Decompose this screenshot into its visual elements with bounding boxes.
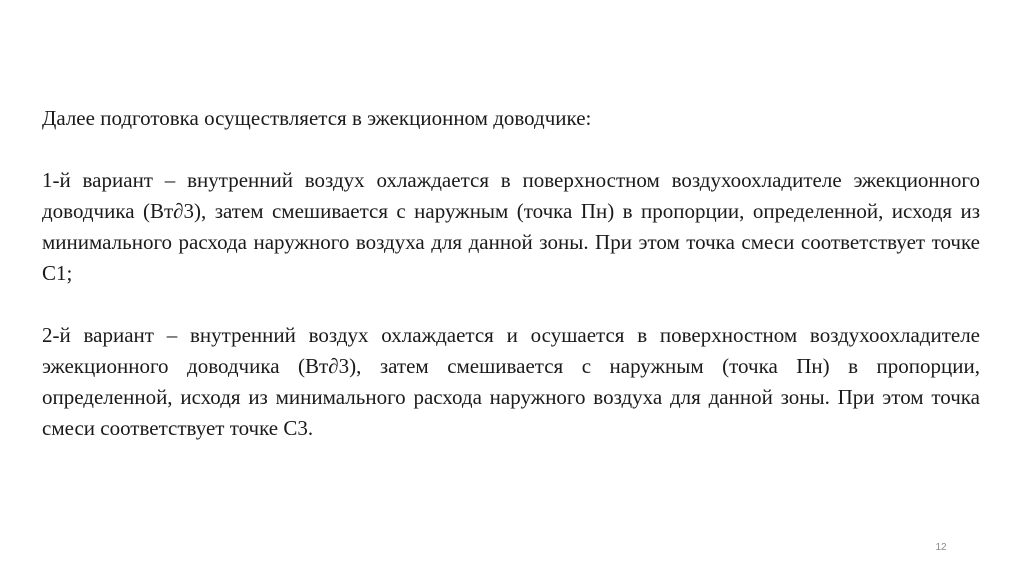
slide-body	[42, 103, 980, 475]
variant-1-paragraph: 1-й вариант – внутренний воздух охлаждается в поверхностном воздухоохладителе эжекционного доводчика (Вт∂3), затем смешивается с наружным (точка Пн) в пропорции, определенной, исходя из минимального расхода наружного воздуха для данной зоны. При этом точка смеси соответствует точке С1;	[42, 168, 980, 285]
variant-2-paragraph: 2-й вариант – внутренний воздух охлаждается и осушается в поверхностном воздухоохладителе эжекционного доводчика (Вт∂3), затем смешивается с наружным (точка Пн) в пропорции, определенной, исходя из минимального расхода наружного воздуха для данной зоны. При этом точка смеси соответствует точке С3.	[42, 323, 980, 440]
page-number: 12	[935, 542, 947, 553]
intro-paragraph: Далее подготовка осуществляется в эжекционном доводчике:	[42, 106, 592, 130]
